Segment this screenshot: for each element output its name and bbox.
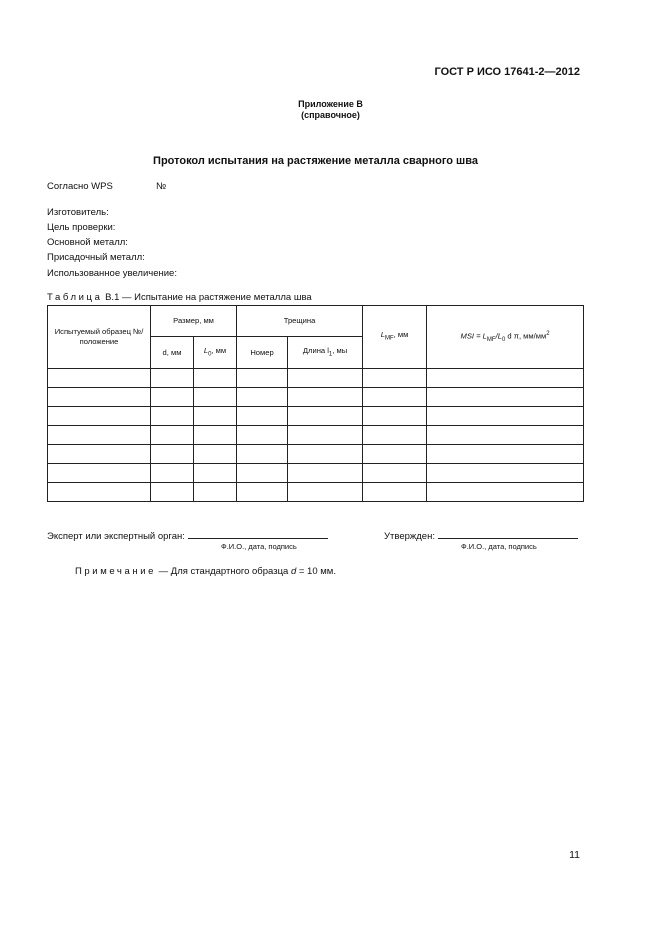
table-cell (151, 445, 194, 464)
magnification-field: Использованное увеличение: (47, 268, 177, 279)
table-cell (151, 426, 194, 445)
annex-heading (0, 99, 661, 121)
table-cell (151, 483, 194, 502)
table-cell (427, 464, 584, 483)
approved-signature-line (438, 529, 578, 539)
table-cell (194, 445, 237, 464)
table-caption (47, 292, 312, 303)
table-row (48, 483, 584, 502)
page-number: 11 (569, 849, 580, 861)
header-lmf: $L_{MF}$, мм (363, 306, 427, 369)
filler-metal-field: Присадочный металл: (47, 252, 145, 263)
wps-number-label: № (156, 181, 167, 192)
expert-label: Эксперт или экспертный орган: (47, 531, 185, 542)
table-cell (48, 483, 151, 502)
table-cell (48, 407, 151, 426)
table-cell (288, 464, 363, 483)
expert-signature-line (188, 529, 328, 539)
table-caption-text: В.1 — Испытание на растяжение металла шва (105, 292, 312, 303)
table-cell (237, 369, 288, 388)
document-title: Протокол испытания на растяжение металла сварного шва (153, 155, 478, 167)
table-cell (427, 407, 584, 426)
standard-designation: ГОСТ Р ИСО 17641-2—2012 (434, 66, 580, 78)
table-body (48, 369, 584, 502)
table-cell (194, 369, 237, 388)
table-cell (48, 464, 151, 483)
header-crack-number: Номер (237, 337, 288, 369)
table-row (48, 464, 584, 483)
header-l0: $L_0$, мм (194, 337, 237, 369)
table-cell (288, 388, 363, 407)
table-cell (427, 369, 584, 388)
table-cell (288, 445, 363, 464)
table-row (48, 426, 584, 445)
table-row (48, 388, 584, 407)
expert-caption: Ф.И.О., дата, подпись (221, 542, 297, 551)
header-crack: Трещина (237, 306, 363, 337)
header-d: d, мм (151, 337, 194, 369)
note-prefix: Примечание (75, 566, 156, 577)
table-cell (48, 369, 151, 388)
wps-label: Согласно WPS (47, 181, 113, 192)
table-cell (194, 464, 237, 483)
approved-caption: Ф.И.О., дата, подпись (461, 542, 537, 551)
table-cell (151, 388, 194, 407)
table-cell (427, 388, 584, 407)
table-cell (363, 445, 427, 464)
approved-signature (384, 529, 578, 542)
table-cell (288, 407, 363, 426)
table-cell (151, 407, 194, 426)
table-cell (237, 388, 288, 407)
table-row (48, 445, 584, 464)
table-caption-prefix: Таблица (47, 292, 103, 303)
base-metal-field: Основной металл: (47, 237, 128, 248)
table-cell (194, 426, 237, 445)
table-row (48, 369, 584, 388)
table-cell (427, 483, 584, 502)
table-cell (427, 445, 584, 464)
table-cell (237, 464, 288, 483)
table-cell (363, 426, 427, 445)
table-cell (288, 426, 363, 445)
annex-status: (справочное) (301, 110, 360, 120)
purpose-field: Цель проверки: (47, 222, 116, 233)
table-cell (237, 426, 288, 445)
annex-title: Приложение В (298, 99, 363, 109)
table-cell (194, 483, 237, 502)
table-cell (363, 369, 427, 388)
table-cell (48, 445, 151, 464)
table-cell (427, 426, 584, 445)
header-specimen: Испытуемый образец №/положение (48, 306, 151, 369)
table-cell (363, 483, 427, 502)
table-cell (237, 407, 288, 426)
table-row (48, 407, 584, 426)
table-cell (363, 464, 427, 483)
approved-label: Утвержден: (384, 531, 435, 542)
results-table (47, 305, 584, 502)
table-cell (237, 483, 288, 502)
table-cell (194, 407, 237, 426)
table-cell (151, 464, 194, 483)
table-cell (237, 445, 288, 464)
table-cell (363, 388, 427, 407)
table-cell (363, 407, 427, 426)
table-cell (288, 369, 363, 388)
header-crack-length: Длина $l_1$, мы (288, 337, 363, 369)
table-cell (48, 388, 151, 407)
table-cell (48, 426, 151, 445)
table-cell (151, 369, 194, 388)
header-msi: MSI = $L_{MF}/L_0$ d π, $мм/мм^2$ (427, 306, 584, 369)
expert-signature (47, 529, 328, 542)
manufacturer-field: Изготовитель: (47, 207, 109, 218)
table-cell (194, 388, 237, 407)
table-cell (288, 483, 363, 502)
note: Примечание — Для стандартного образца d = 10 мм. (75, 566, 336, 577)
header-size: Размер, мм (151, 306, 237, 337)
